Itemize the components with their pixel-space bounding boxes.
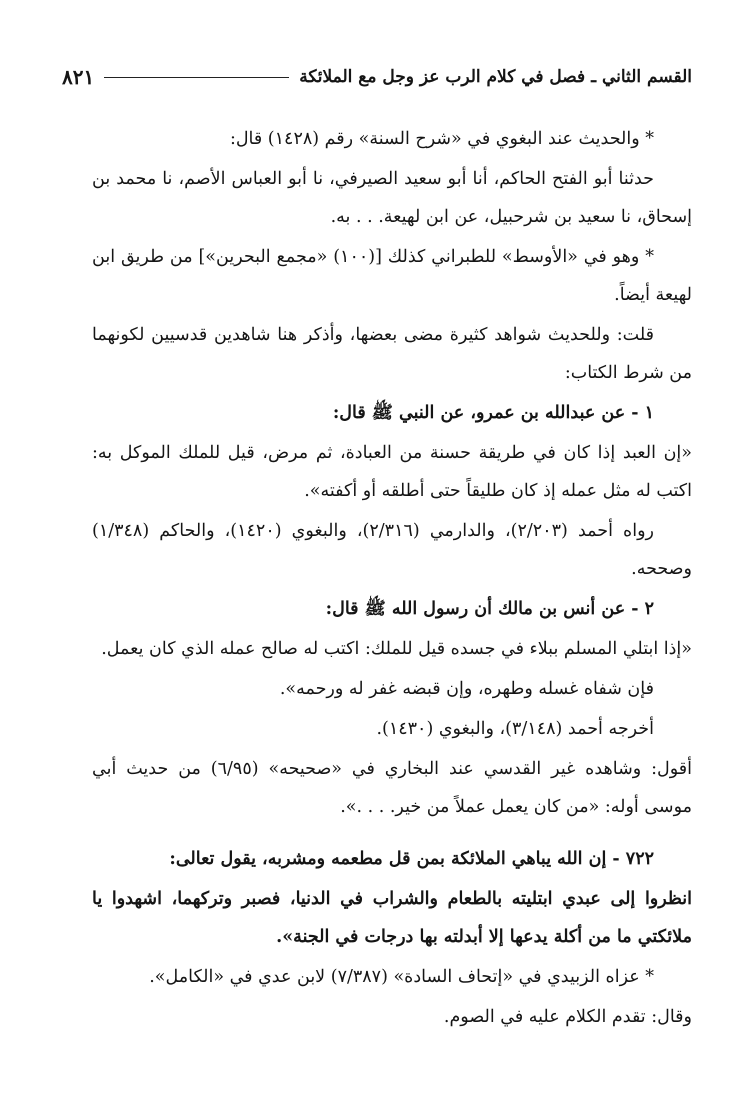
paragraph-isnad: حدثنا أبو الفتح الحاكم، أنا أبو سعيد الصيرفي، نا أبو العباس الأصم، نا محمد بن إسحاق، نا سعيد بن شرحبيل، عن ابن لهيعة. . . به. (92, 169, 692, 227)
paragraph-tabarani-ref: * وهو في «الأوسط» للطبراني كذلك [(١٠٠) «مجمع البحرين»] من طريق ابن لهيعة أيضاً. (92, 247, 692, 305)
paragraph-hadith-1: «إن العبد إذا كان في طريقة حسنة من العبادة، ثم مرض، قيل للملك الموكل به: اكتب له مثل عمله إذ كان طليقاً حتى أطلقه أو أكفته». (92, 443, 692, 501)
paragraph-author-note: قلت: وللحديث شواهد كثيرة مضى بعضها، وأذكر هنا شاهدين قدسيين لكونهما من شرط الكتاب: (92, 325, 692, 383)
heading-witness-1: ١ - عن عبدالله بن عمرو، عن النبي ﷺ قال: (332, 403, 654, 423)
paragraph-hadith-2: «إذا ابتلي المسلم ببلاء في جسده قيل للملك: اكتب له صالح عمله الذي كان يعمل. (101, 639, 692, 659)
paragraph-takhrij-2: أخرجه أحمد (٣/١٤٨)، والبغوي (١٤٣٠). (376, 719, 654, 739)
paragraph-closing-note: وقال: تقدم الكلام عليه في الصوم. (443, 1007, 692, 1027)
header-title: القسم الثاني ـ فصل في كلام الرب عز وجل مع الملائكة (299, 67, 692, 87)
paragraph-takhrij-1: رواه أحمد (٢/٢٠٣)، والدارمي (٢/٣١٦)، والبغوي (١٤٢٠)، والحاكم (١/٣٤٨) وصححه. (92, 521, 692, 579)
heading-hadith-722: ٧٢٢ - إن الله يباهي الملائكة بمن قل مطعمه ومشربه، يقول تعالى: (169, 849, 654, 869)
paragraph-baghawi-ref: * والحديث عند البغوي في «شرح السنة» رقم (١٤٢٨) قال: (229, 129, 654, 149)
running-header (62, 62, 692, 92)
heading-witness-2: ٢ - عن أنس بن مالك أن رسول الله ﷺ قال: (325, 599, 654, 619)
paragraph-hadith-2-cont: فإن شفاه غسله وطهره، وإن قبضه غفر له ورحمه». (279, 679, 654, 699)
paragraph-hadith-722-text: انظروا إلى عبدي ابتليته بالطعام والشراب في الدنيا، فصبر وتركهما، اشهدوا يا ملائكتي ما من أكلة يدعها إلا أبدلته بها درجات في الجنة». (92, 889, 692, 947)
paragraph-bukhari-note: أقول: وشاهده غير القدسي عند البخاري في «صحيحه» (٦/٩٥) من حديث أبي موسى أوله: «من كان يعمل عملاً من خير. . . .». (92, 759, 692, 817)
header-rule (104, 77, 289, 78)
paragraph-zabidi-ref: * عزاه الزبيدي في «إتحاف السادة» (٧/٣٨٧) لابن عدي في «الكامل». (149, 967, 654, 987)
page-number: ٨٢١ (62, 65, 95, 89)
page-body (92, 120, 692, 1038)
